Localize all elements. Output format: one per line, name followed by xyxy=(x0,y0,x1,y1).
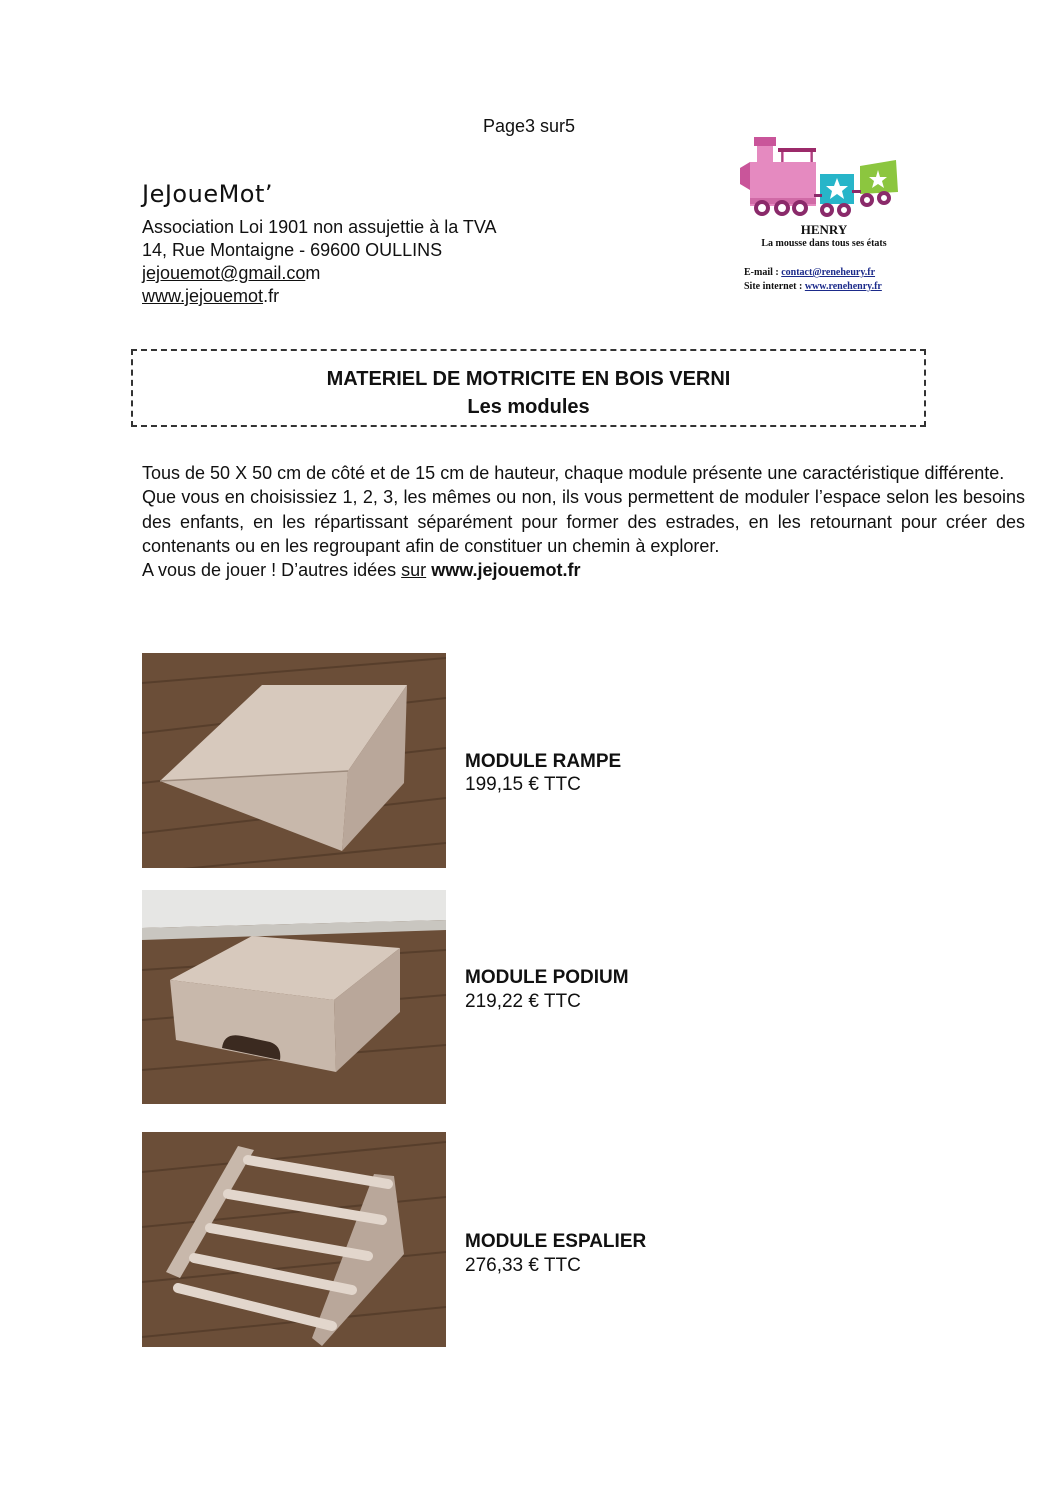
title-line-1: MATERIEL DE MOTRICITE EN BOIS VERNI xyxy=(326,368,731,390)
description-site-link[interactable]: www.jejouemot.fr xyxy=(431,560,581,581)
henry-email-line xyxy=(744,267,875,278)
organization-website[interactable] xyxy=(142,285,279,307)
henry-logo-tagline: La mousse dans tous ses états xyxy=(761,238,887,249)
website-tail: .fr xyxy=(263,286,280,306)
module-podium-name: MODULE PODIUM xyxy=(465,967,629,988)
henry-email-value[interactable]: contact@reneheury.fr xyxy=(781,267,876,278)
henry-email-label: E-mail : xyxy=(744,267,779,278)
module-rampe-photo xyxy=(142,653,446,868)
title-box xyxy=(131,349,926,427)
description-paragraph-2: Que vous en choisissiez 1, 2, 3, les mêmes ou non, ils vous permettent de moduler l’espace selon les besoins des enfants, en les répartissant séparément pour former des estrades, en les retournant pour créer des contenants ou en les regroupant afin de constituer un chemin à explorer. xyxy=(142,487,1025,556)
description xyxy=(142,461,1025,582)
page-number: Page3 sur5 xyxy=(482,116,576,136)
organization-name: JeJoueMot’ xyxy=(142,180,274,208)
organization-status: Association Loi 1901 non assujettie à la TVA xyxy=(142,217,497,237)
module-espalier-photo xyxy=(142,1132,446,1347)
module-rampe-price: 199,15 € TTC xyxy=(465,774,581,795)
henry-site-line xyxy=(744,281,882,292)
module-podium-price: 219,22 € TTC xyxy=(465,991,581,1012)
description-paragraph-3 xyxy=(142,558,1025,582)
module-espalier-price: 276,33 € TTC xyxy=(465,1255,581,1276)
module-rampe-name: MODULE RAMPE xyxy=(465,751,622,772)
description-link-word[interactable]: sur xyxy=(401,560,427,581)
description-paragraph-1: Tous de 50 X 50 cm de côté et de 15 cm de hauteur, chaque module présente une caractéristique différente. xyxy=(142,463,1005,483)
email-link-text[interactable]: jejouemot@gmail.co xyxy=(142,263,306,283)
module-podium-photo xyxy=(142,890,446,1104)
organization-address: 14, Rue Montaigne - 69600 OULLINS xyxy=(142,240,443,260)
description-cta-text: A vous de jouer ! D’autres idées xyxy=(142,560,402,581)
email-tail: m xyxy=(305,263,321,283)
organization-email[interactable] xyxy=(142,262,320,284)
henry-site-label: Site internet : xyxy=(744,281,803,292)
module-espalier-name: MODULE ESPALIER xyxy=(465,1231,647,1252)
henry-site-value[interactable]: www.renehenry.fr xyxy=(804,281,882,292)
website-link-text[interactable]: www.jejouemot xyxy=(142,286,264,306)
title-line-2: Les modules xyxy=(467,396,590,418)
henry-logo-name: HENRY xyxy=(800,222,848,237)
